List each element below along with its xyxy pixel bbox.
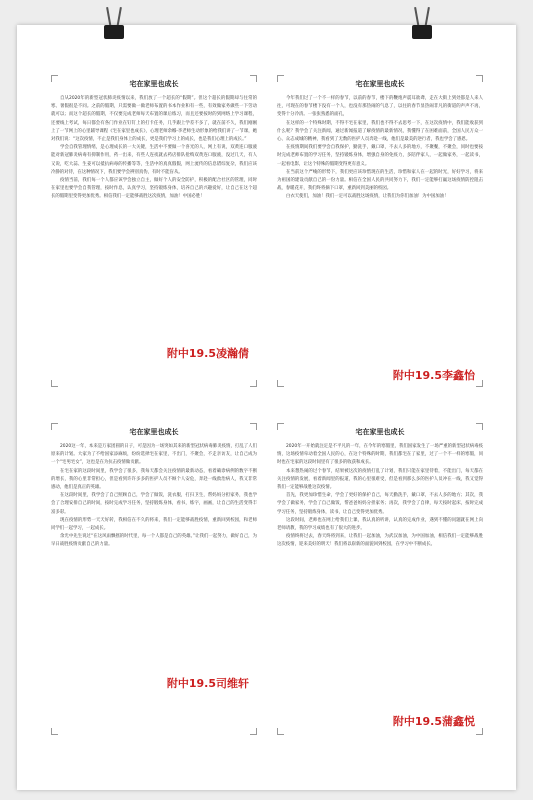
- article-paragraph: 2020年一开始就注定是不平凡的一年，在今年的寒假里，我们国家发生了一场严重的新型冠状病毒疫情，这场疫情牵动着全国人民的心，在这个特殊的时期，我们都宅在了家里，过了一个不一样的寒假，同时也在宅家的这段时间里有了很多的收获和成长。: [277, 444, 483, 466]
- article-page-2: [277, 75, 483, 387]
- article-title: 宅在家里也成长: [129, 428, 179, 436]
- binder-clip-left: [102, 7, 126, 49]
- author-signature: 附中19.5蒲鑫悦: [392, 715, 475, 728]
- article-paragraph: 今年我们过了一个不一样的春节，以前的春节，楼下的鞭炮声震耳欲聋，走在大街上到处都是人来人往，可现在的春节楼下没有一个人，也没有那热闹的气息了，以往的春节显热闹非凡的街道的声声不再，变得十分冷清。一张张熟悉的面孔，: [277, 96, 483, 118]
- article-paragraph: 现在疫情的形势一天天好转，我相信在不久的将来，我们一定能够战胜疫情，重新回到校园，和老师同学们一起学习，一起成长。: [51, 517, 257, 532]
- poster-board: [17, 25, 516, 790]
- author-signature: 附中19.5凌瀚倩: [166, 347, 249, 360]
- article-paragraph: 这段时间，老师也在网上给我们上课，我认真的听讲，认真的完成作业，遇到不懂的问题就在网上向老师请教，我的学习成绩也有了很大的进步。: [277, 517, 483, 532]
- article-title: 宅在家里也成长: [129, 80, 179, 88]
- article-paragraph: 疫情当前，我们每一个人都应该学会独立自主，做好个人的安全防护，积极的配合社区的管理，同时在家里也要学会自我管理，按时作息，认真学习，坚持锻炼身体，培养自己的兴趣爱好，让自己在这个超长的假期里变得更加优秀。相信我们一定能够战胜这次疫情，加油！中国必胜！: [51, 178, 257, 200]
- article-paragraph: 在这样的一个特殊时期，不得不宅在家里，我们也不得不去思考一下，在这次疫情中，我们能收获到什么呢？我学会了关注新闻，通过新闻报道了解疫情的最新情况，我懂得了在困难面前，全国人民万众一心、众志成城的精神，我看到了无数的医护人员奔赴一线，他们是最美的逆行者，我也学会了感恩。: [277, 120, 483, 143]
- article-title: 宅在家里也成长: [355, 80, 405, 88]
- article-paragraph: 在当前这个严峻的形势下，我们更应该珍惜现在的生活，珍惜和家人在一起的时光，好好学习，将来为祖国的建设贡献自己的一份力量。相信在全国人民的共同努力下，我们一定能够打赢这场疫情防控阻击战，春暖花开，我们终将摘下口罩，重新回到美丽的校园。: [277, 169, 483, 192]
- article-paragraph: 在宅在家的这段时间里，我学会了很多，我每天都会关注疫情的最新动态，看着确诊病例的数字不断的增长，我的心里非常担心，但是看到许许多多的医护人员不顾个人安危，奔赴一线救治病人，我又非常感动，他们是真正的英雄。: [51, 468, 257, 491]
- article-paragraph: 白衣天使们，加油！我们一定可以战胜这场疫情，让我们为你们加油！为中国加油！: [286, 194, 449, 200]
- article-paragraph: 在疫情期间我们要学会自我保护，勤洗手，戴口罩，不去人多的地方，不聚餐，不聚会，同时也要按时完成老师布置的学习任务，坚持锻炼身体，增强自身的免疫力，多陪伴家人，一起做家务，一起读书，一起看电影，让这个特殊的假期变得更有意义。: [277, 145, 483, 167]
- article-title: 宅在家里也成长: [355, 428, 405, 436]
- article-paragraph: 学会自我管理情绪，是心理成长的一大关键，生活中不要做一个喜光的人，网上有说，双黄连口服液能对新冠肺炎病毒有抑制作用，药一出来，有些人连夜就去药店排队抢购双黄连口服液，没过几天，有人又说，吃大蒜、生姜可以抵抗病毒的传播等等，生活中的真真假假，网上流传的信息错综复杂，我们应该冷静的对待，在这种情况下，我们要学会辨别真伪，有时不能盲从。: [51, 145, 257, 175]
- article-paragraph: 自从2020年的新型冠状肺炎疫情以来，我们放了一个超长的“假期”。但这个超长的假期却与往常的寒、暑假很是不同。之前的假期，只需要做一做老师布置的书本作业和有一些，有效做家务做些一下劳动就可以；而这个超长的假期，不仅要完成老师每天布置的课后练习，而且还要按时的到网络上学习课程，还要线上考试，每日都会有各门作业在钉钉上的打卡任务，几乎跟上学差不多了，就在前不久，我们刚刚上了一节网上的心里辅导课程《宅在家里也成长》，心理老师余娜-李老师生动形象的给我们讲了一节课，她对我们说：“这次疫情，不止是我们身体上的成长，更是我们学习上的成长，也是我们心理上的成长。”: [51, 96, 257, 143]
- author-signature: 附中19.5李鑫怡: [392, 369, 475, 382]
- binder-clip-right: [410, 7, 434, 49]
- article-paragraph: 本来想热闹的过个春节，结果被这次的疫情打乱了计划，我们只能在家里待着，不能出门，每天都在关注疫情的发展，看着新闻里的报道，我的心里很难受，但是看到那么多的医护人员冲在一线，我又觉得我们一定能够战胜这次疫情。: [277, 468, 483, 491]
- article-paragraph: 2020这一年，本来是万家团圆的日子，可是因为一场突如其来的新型冠状病毒肺炎疫情，打乱了人们原来的计划。大家为了不给国家添麻烦，纷纷选择宅在家里，不出门，不聚会，不走亲访友，让自己成为一个“宅男宅女”，这也是在为抗击疫情做贡献。: [51, 444, 257, 466]
- article-paragraph: 首先，我更加珍惜生命，学会了更好的保护自己，每天勤洗手，戴口罩，不去人多的地方；其次，我学会了做家务，学会了自己做饭，帮爸爸妈妈分担家务；再次，我学会了自律，每天按时起床，按时完成学习任务，坚持锻炼身体，读书，让自己变得更加优秀。: [277, 493, 483, 515]
- article-page-4: [277, 423, 483, 735]
- article-paragraph: 在这段时间里，我学会了自己照顾自己，学会了做饭，洗衣服，打扫卫生，帮妈妈分担家务，我也学会了合理安排自己的时间，按时完成学习任务，坚持锻炼身体，看书，练字，画画，让自己的生活变得丰富多彩。: [51, 493, 257, 515]
- article-paragraph: 疫情终将过去，春天终将到来，让我们一起加油，为武汉加油，为中国加油，相信我们一定能够战胜这次疫情，迎来美好的明天！我们将以崭新的面貌回到校园，在学习中不断成长。: [277, 534, 483, 548]
- article-page-3: [51, 423, 257, 735]
- author-signature: 附中19.5司维轩: [166, 677, 249, 690]
- article-page-1: [51, 75, 257, 387]
- article-paragraph: 余光中先生说过“在这风雨飘摇的时代里，每一个人都是自己的英雄。”让我们一起努力，做好自己，为早日战胜疫情贡献自己的力量。: [51, 534, 257, 548]
